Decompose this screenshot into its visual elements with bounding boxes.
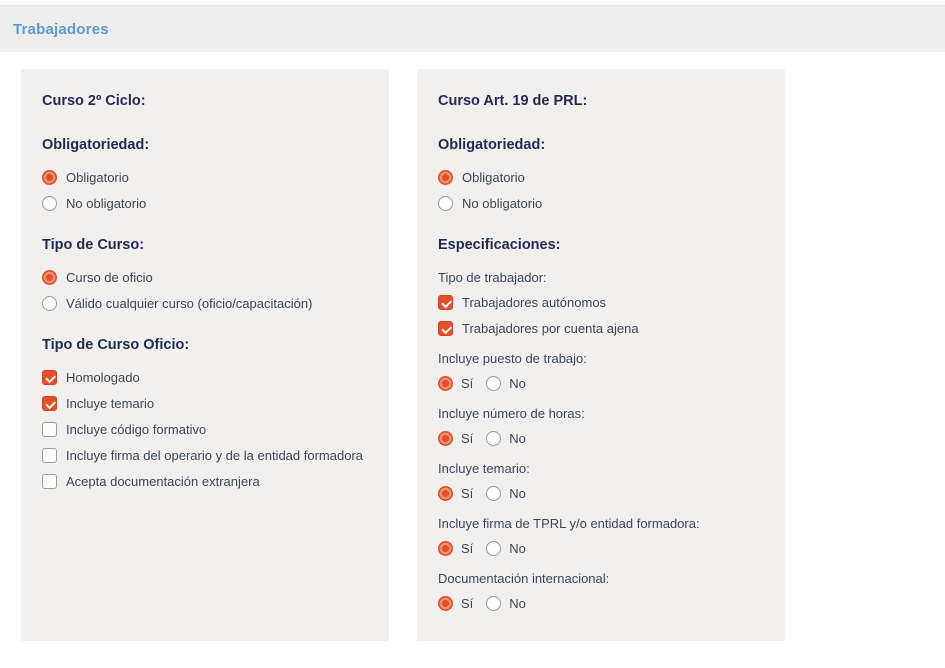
section-heading-obligatoriedad: Obligatoriedad:: [438, 137, 546, 153]
no-option-label[interactable]: No: [509, 376, 526, 391]
radio-option-label[interactable]: No obligatorio: [66, 196, 147, 211]
radio-unchecked-icon[interactable]: [438, 196, 453, 211]
radio-checked-icon[interactable]: [438, 170, 453, 185]
radio-option-curso-de-oficio[interactable]: [42, 270, 369, 285]
checkbox-option-label[interactable]: Trabajadores autónomos: [462, 295, 607, 310]
radio-option-label[interactable]: Curso de oficio: [66, 270, 153, 285]
checkbox-option-label[interactable]: Acepta documentación extranjera: [66, 474, 260, 489]
yes-option-label[interactable]: Sí: [461, 596, 474, 611]
radio-unchecked-icon[interactable]: [486, 596, 501, 611]
yes-option-label[interactable]: Sí: [461, 431, 474, 446]
question-label-incluye-numero-de-horas: Incluye número de horas:: [438, 406, 585, 421]
radio-checked-icon[interactable]: [438, 596, 453, 611]
radio-unchecked-icon[interactable]: [42, 296, 57, 311]
checkbox-option-acepta-documentacion-extranjera[interactable]: [42, 474, 369, 489]
question-label-incluye-puesto-de-trabajo: Incluye puesto de trabajo:: [438, 351, 587, 366]
panel-title: Curso Art. 19 de PRL:: [438, 93, 588, 109]
panel-curso-2-ciclo: [21, 69, 389, 641]
question-label-incluye-temario: Incluye temario:: [438, 461, 530, 476]
page-header: [0, 5, 945, 52]
yes-no-group-documentacion-internacional[interactable]: [438, 596, 765, 611]
checkbox-option-incluye-codigo-formativo[interactable]: [42, 422, 369, 437]
checkbox-option-incluye-firma-operario[interactable]: [42, 448, 369, 463]
radio-option-label[interactable]: Obligatorio: [66, 170, 129, 185]
checkbox-unchecked-icon[interactable]: [42, 422, 57, 437]
radio-unchecked-icon[interactable]: [486, 376, 501, 391]
yes-option-label[interactable]: Sí: [461, 486, 474, 501]
radio-checked-icon[interactable]: [42, 170, 57, 185]
yes-no-group-incluye-firma-tprl[interactable]: [438, 541, 765, 556]
checkbox-option-trabajadores-autonomos[interactable]: [438, 295, 765, 310]
panel-title: Curso 2º Ciclo:: [42, 93, 146, 109]
radio-option-label[interactable]: Obligatorio: [462, 170, 525, 185]
checkbox-option-label[interactable]: Homologado: [66, 370, 140, 385]
radio-checked-icon[interactable]: [438, 376, 453, 391]
checkbox-option-homologado[interactable]: [42, 370, 369, 385]
checkbox-option-incluye-temario[interactable]: [42, 396, 369, 411]
section-heading-obligatoriedad: Obligatoriedad:: [42, 137, 150, 153]
question-label-incluye-firma-tprl: Incluye firma de TPRL y/o entidad formadora:: [438, 516, 700, 531]
radio-option-label[interactable]: Válido cualquier curso (oficio/capacitación): [66, 296, 313, 311]
radio-option-obligatorio[interactable]: [438, 170, 765, 185]
radio-checked-icon[interactable]: [438, 486, 453, 501]
section-heading-tipo-de-curso-oficio: Tipo de Curso Oficio:: [42, 337, 190, 353]
panels-container: [21, 69, 945, 641]
radio-option-no-obligatorio[interactable]: [42, 196, 369, 211]
radio-option-no-obligatorio[interactable]: [438, 196, 765, 211]
radio-checked-icon[interactable]: [438, 541, 453, 556]
radio-unchecked-icon[interactable]: [486, 431, 501, 446]
checkbox-option-label[interactable]: Incluye temario: [66, 396, 155, 411]
yes-no-group-incluye-numero-de-horas[interactable]: [438, 431, 765, 446]
radio-unchecked-icon[interactable]: [486, 486, 501, 501]
no-option-label[interactable]: No: [509, 486, 526, 501]
checkbox-checked-icon[interactable]: [42, 396, 57, 411]
checkbox-option-label[interactable]: Trabajadores por cuenta ajena: [462, 321, 639, 336]
question-label-tipo-de-trabajador: Tipo de trabajador:: [438, 270, 547, 285]
checkbox-option-trabajadores-cuenta-ajena[interactable]: [438, 321, 765, 336]
panel-curso-art19-prl: [417, 69, 785, 641]
section-heading-tipo-de-curso: Tipo de Curso:: [42, 237, 145, 253]
checkbox-unchecked-icon[interactable]: [42, 448, 57, 463]
checkbox-checked-icon[interactable]: [438, 321, 453, 336]
checkbox-checked-icon[interactable]: [42, 370, 57, 385]
radio-option-valido-cualquier-curso[interactable]: [42, 296, 369, 311]
yes-option-label[interactable]: Sí: [461, 541, 474, 556]
checkbox-option-label[interactable]: Incluye firma del operario y de la entidad formadora: [66, 448, 363, 463]
checkbox-unchecked-icon[interactable]: [42, 474, 57, 489]
page-title: Trabajadores: [13, 20, 109, 38]
yes-option-label[interactable]: Sí: [461, 376, 474, 391]
section-heading-especificaciones: Especificaciones:: [438, 237, 561, 253]
radio-checked-icon[interactable]: [438, 431, 453, 446]
yes-no-group-incluye-temario[interactable]: [438, 486, 765, 501]
checkbox-checked-icon[interactable]: [438, 295, 453, 310]
radio-unchecked-icon[interactable]: [486, 541, 501, 556]
radio-option-obligatorio[interactable]: [42, 170, 369, 185]
no-option-label[interactable]: No: [509, 431, 526, 446]
radio-option-label[interactable]: No obligatorio: [462, 196, 543, 211]
no-option-label[interactable]: No: [509, 596, 526, 611]
checkbox-option-label[interactable]: Incluye código formativo: [66, 422, 207, 437]
radio-unchecked-icon[interactable]: [42, 196, 57, 211]
radio-checked-icon[interactable]: [42, 270, 57, 285]
no-option-label[interactable]: No: [509, 541, 526, 556]
yes-no-group-incluye-puesto-de-trabajo[interactable]: [438, 376, 765, 391]
question-label-documentacion-internacional: Documentación internacional:: [438, 571, 610, 586]
